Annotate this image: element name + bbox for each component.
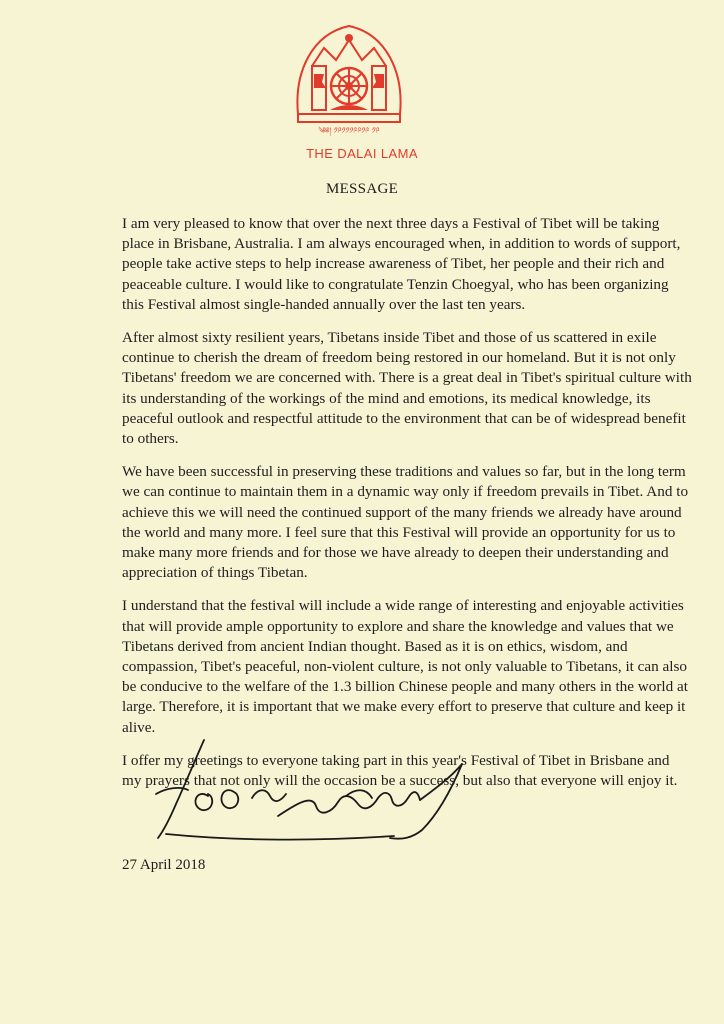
letterhead-name: THE DALAI LAMA	[306, 146, 418, 161]
paragraph-1: I am very pleased to know that over the next three days a Festival of Tibet will be taking place in Brisbane, Australia. I am always encouraged when, in addition to words of support, people take active steps to help increase awareness of Tibet, her people and their rich and peaceable culture. I would like to congratulate Tenzin Choegyal, who has been organizing this Festival almost single-handed annually over the last ten years.	[122, 215, 681, 313]
message-body	[122, 214, 692, 804]
letter-date: 27 April 2018	[122, 857, 206, 873]
paragraph-5: I offer my greetings to everyone taking part in this year's Festival of Tibet in Brisbane and my prayers that not only will the occasion be a success, but also that everyone will enjoy it.	[122, 751, 678, 790]
svg-text:༄༅། ༡༩༡༡༡༩༩༡༩ ༡༩: ༄༅། ༡༩༡༡༡༩༩༡༩ ༡༩	[318, 126, 380, 135]
seal-emblem-icon	[290, 14, 408, 136]
paragraph-3: We have been successful in preserving these traditions and values so far, but in the long term we can continue to maintain them in a dynamic way only if freedom prevails in Tibet. And to achieve this we will need the continued support of the many friends we already have around the world and many more. I feel sure that this Festival will provide an opportunity for us to make many more friends and for those we have already to deepen their understanding and appreciation of things Tibetan.	[122, 463, 689, 582]
handwritten-signature	[146, 738, 496, 848]
paragraph-2: After almost sixty resilient years, Tibetans inside Tibet and those of us scattered in exile continue to cherish the dream of freedom being restored in our homeland. But it is not only Tibetans' freedom we are concerned with. There is a great deal in Tibet's spiritual culture with its understanding of the workings of the mind and emotions, its medical knowledge, its peaceful outlook and respectful attitude to the environment that can be of widespread benefit to others.	[122, 329, 692, 448]
document-title: MESSAGE	[325, 181, 399, 197]
paragraph-4: I understand that the festival will include a wide range of interesting and enjoyable activities that will provide ample opportunity to explore and share the knowledge and values that we Tibetans derived from ancient Indian thought. Based as it is on ethics, wisdom, and compassion, Tibet's peaceful, non-violent culture, is not only valuable to Tibetans, it can also be conducive to the welfare of the 1.3 billion Chinese people and many others in the world at large. Therefore, it is important that we make every effort to preserve that culture and keep it alive.	[122, 597, 688, 736]
